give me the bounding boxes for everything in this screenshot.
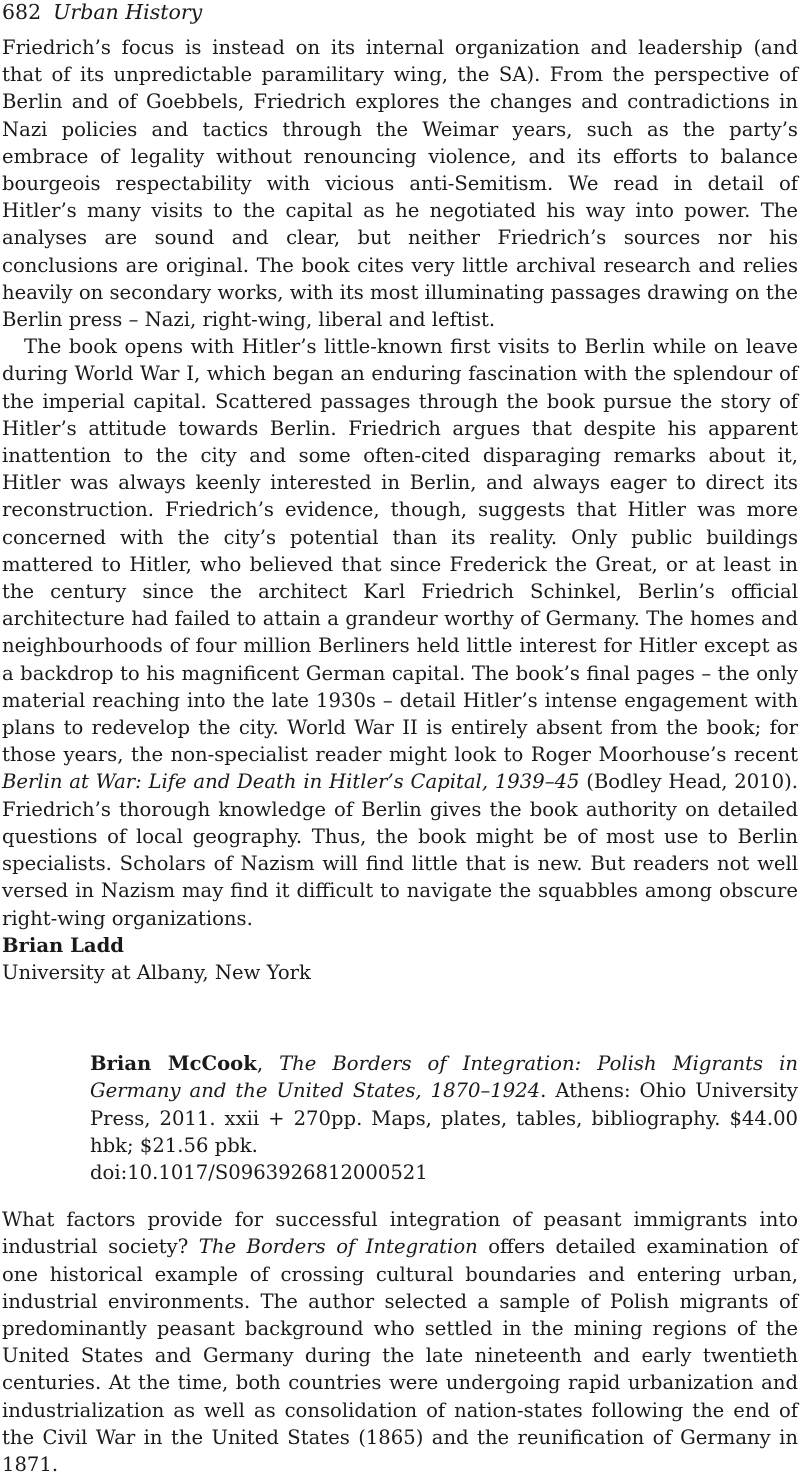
review1-paragraph-1: Friedrich’s focus is instead on its internal organization and leadership (and that of its unpredictable paramilitary wing, the SA). From the perspective of Berlin and of Goebbels, Friedrich explores the changes and contradictions in Nazi policies and tactics through the Weimar years, such as the party’s embrace of legality without renouncing violence, and its efforts to balance bourgeois respectability with vicious anti-Semitism. We read in detail of Hitler’s many visits to the capital as he negotiated his way into power. The analyses are sound and clear, but neither Friedrich’s sources nor his conclusions are original. The book cites very little archival research and relies heavily on secondary works, with its most illuminating passages drawing on the Berlin press – Nazi, right-wing, liberal and leftist. [2,36,798,332]
review2-text-a: What factors provide for successful integration of peasant immigrants into industrial society? [2,1208,798,1259]
reviewer-signature [2,932,798,986]
review1-paragraph-2-text-b: (Bodley Head, 2010). Friedrich’s thorough knowledge of Berlin gives the book authority on detailed questions of local geography. Thus, the book might be of most use to Berlin specialists. Scholars of Nazism will find little that is new. But readers not well versed in Nazism may find it difficult to navigate the squabbles among obscure right-wing organizations. [2,770,798,930]
reviewer-affiliation: University at Albany, New York [2,960,311,984]
review2-cited-title: The Borders of Integration [198,1235,478,1259]
book-title: The Borders of Integration: Polish Migrants in Germany and the United States, 1870–1924 [90,1052,798,1103]
book-author-separator: , [256,1052,264,1076]
page-number: 682 [2,0,42,24]
book-entry-heading [90,1050,798,1186]
review2-text-b: offers detailed examination of one historical example of crossing cultural boundaries and entering urban, industrial environments. The author selected a sample of Polish migrants of predominantly peasant background who settled in the mining regions of the United States and Germany during the late nineteenth and early twentieth centuries. At the time, both countries were undergoing rapid urbanization and industrialization as well as consolidation of nation-states following the end of the Civil War in the United States (1865) and the reunification of Germany in 1871. [2,1235,798,1476]
journal-title: Urban History [53,0,203,24]
cited-book-title: Berlin at War: Life and Death in Hitler’s Capital, 1939–45 [2,770,580,794]
book-publication-details: . Athens: Ohio University Press, 2011. xxii + 270pp. Maps, plates, tables, bibliography. $44.00 hbk; $21.56 pbk. [90,1079,798,1157]
review1-paragraph-2-text-a: The book opens with Hitler’s little-known first visits to Berlin while on leave during World War I, which began an enduring fascination with the splendour of the imperial capital. Scattered passages through the book pursue the story of Hitler’s attitude towards Berlin. Friedrich argues that despite his apparent inattention to the city and some often-cited disparaging remarks about it, Hitler was always keenly interested in Berlin, and always eager to direct its reconstruction. Friedrich’s evidence, though, suggests that Hitler was more concerned with the city’s potential than its reality. Only public buildings mattered to Hitler, who believed that since Frederick the Great, or at least in the century since the architect Karl Friedrich Schinkel, Berlin’s official architecture had failed to attain a grandeur worthy of Germany. The homes and neighbourhoods of four million Berliners held little interest for Hitler except as a backdrop to his magnificent German capital. The book’s final pages – the only material reaching into the late 1930s – detail Hitler’s intense engagement with plans to redevelop the city. World War II is entirely absent from the book; for those years, the non-specialist reader might look to Roger Moorhouse’s recent [2,335,798,767]
running-head [2,0,798,28]
reviewer-name: Brian Ladd [2,933,124,957]
book-author: Brian McCook [90,1052,257,1076]
review1-paragraph-2 [2,333,798,931]
book-doi: doi:10.1017/S0963926812000521 [90,1160,428,1184]
review2-paragraph-1 [2,1206,798,1478]
